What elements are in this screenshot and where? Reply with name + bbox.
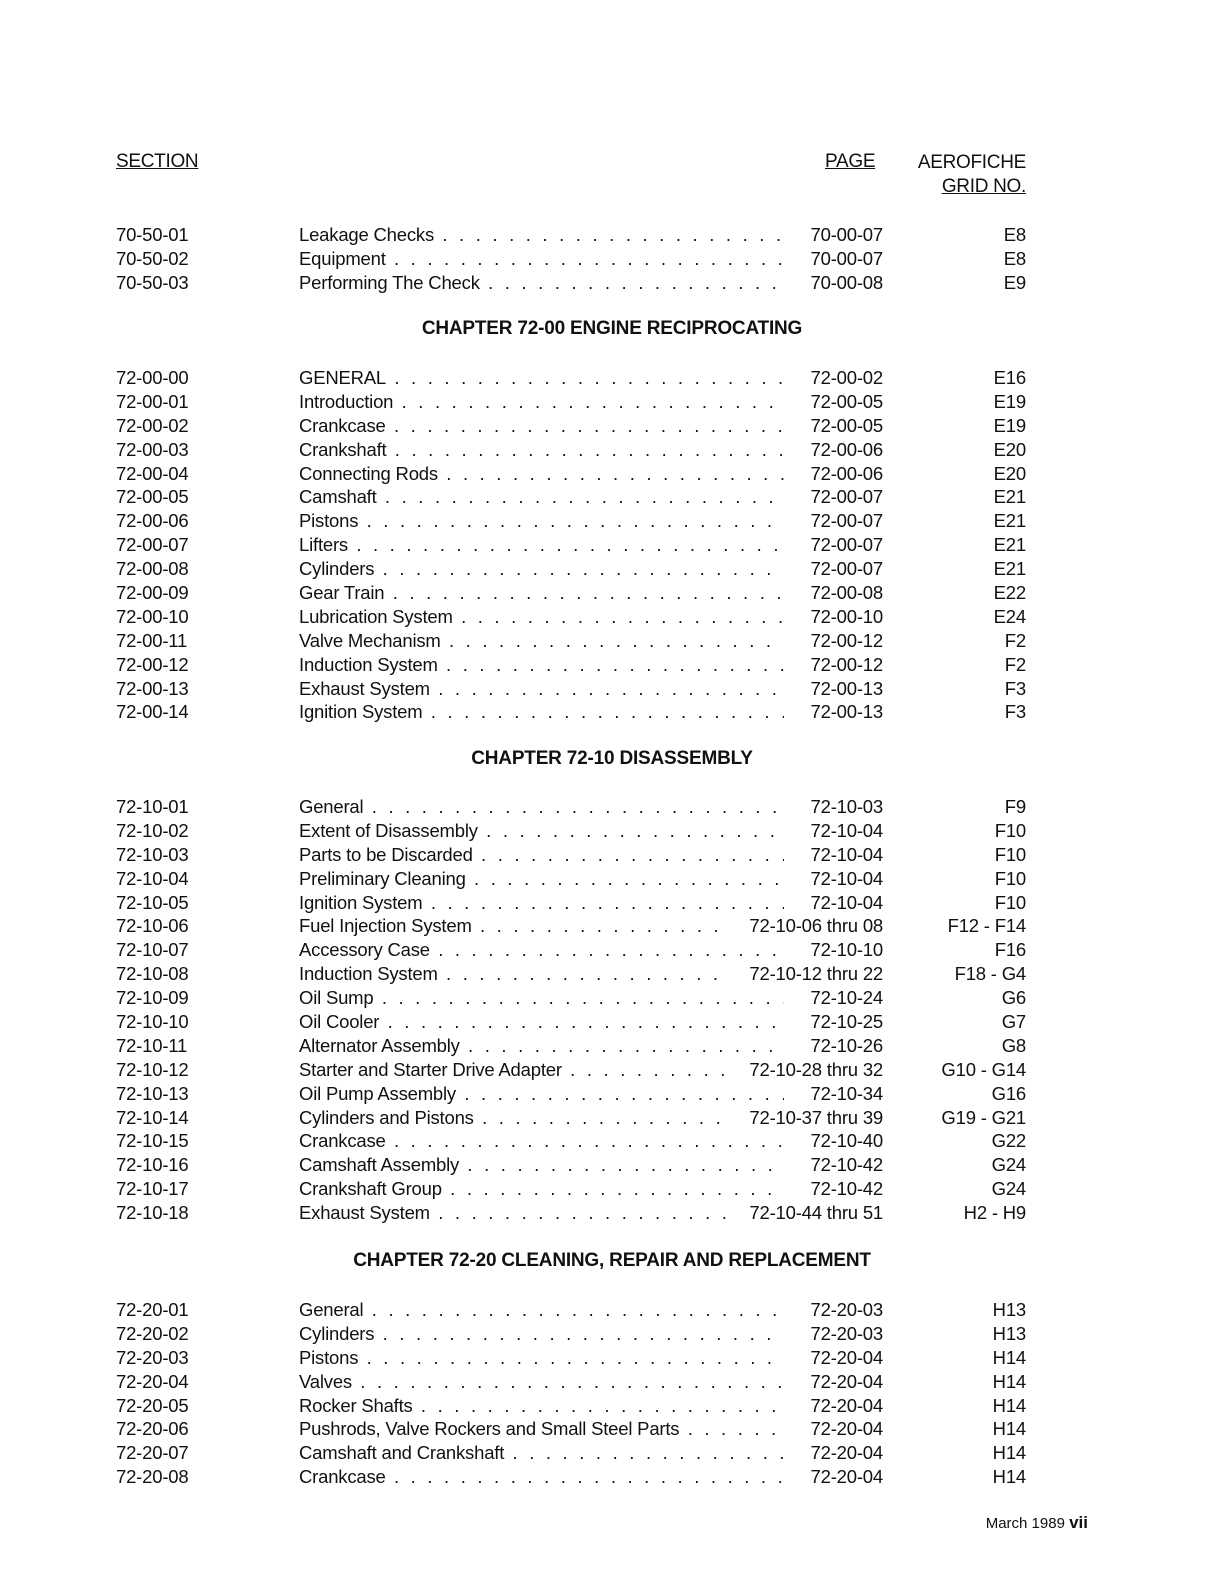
section-number: 72-00-11 xyxy=(116,629,188,651)
entry-title: Cylinders and Pistons . . . xyxy=(299,1106,729,1130)
aerofiche-label: AEROFICHE xyxy=(917,152,1026,173)
grid-number: E9 xyxy=(1003,271,1026,293)
grid-number: G7 xyxy=(1001,1011,1026,1033)
toc-entry xyxy=(0,223,1224,247)
entry-page: 70-00-07 xyxy=(810,224,883,245)
section-number: 72-20-08 xyxy=(116,1466,189,1488)
entry-title: Extent of Disassembly . . . xyxy=(299,819,784,843)
entry-title: Valve Mechanism . . . xyxy=(299,629,784,653)
section-number: 72-00-12 xyxy=(116,653,189,675)
toc-entry xyxy=(0,1394,1224,1418)
entry-page: 72-10-34 xyxy=(810,1082,883,1104)
entry-title: Crankcase . . . xyxy=(299,1465,784,1489)
toc-entry xyxy=(0,819,1224,843)
grid-number: H14 xyxy=(992,1346,1026,1368)
grid-number: H14 xyxy=(992,1442,1026,1464)
grid-number: F10 xyxy=(994,843,1026,865)
section-number: 72-20-02 xyxy=(116,1322,189,1344)
grid-number: H13 xyxy=(992,1322,1026,1344)
entry-title: Introduction . . . xyxy=(299,390,784,414)
entry-page: 72-10-04 xyxy=(810,819,883,841)
section-number: 72-10-04 xyxy=(116,867,189,889)
grid-number: H14 xyxy=(992,1418,1026,1440)
entry-title: General . . . xyxy=(299,795,784,819)
toc-entry xyxy=(0,438,1224,462)
section-number: 72-10-10 xyxy=(116,1011,189,1033)
grid-number: G24 xyxy=(991,1178,1026,1200)
entry-title: Valves . . . xyxy=(299,1370,784,1394)
grid-number: H14 xyxy=(992,1466,1026,1488)
grid-number: G19 - G21 xyxy=(941,1106,1026,1128)
entry-title: Ignition System . . . xyxy=(299,700,784,724)
grid-number: G24 xyxy=(991,1154,1026,1176)
toc-entry xyxy=(0,891,1224,915)
toc-entry xyxy=(0,390,1224,414)
entry-page: 72-00-06 xyxy=(810,462,883,484)
toc-entry xyxy=(0,938,1224,962)
entry-page: 72-10-26 xyxy=(810,1034,883,1056)
entry-page: 70-00-08 xyxy=(810,271,883,293)
entry-page: 72-20-03 xyxy=(810,1322,883,1344)
entry-title: Connecting Rods . . . xyxy=(299,462,784,486)
entry-page: 72-00-12 xyxy=(810,629,883,651)
entry-title: Crankcase . . . xyxy=(299,414,784,438)
section-number: 72-00-04 xyxy=(116,462,189,484)
section-number: 72-10-01 xyxy=(116,796,189,817)
entry-page: 72-00-13 xyxy=(810,701,883,723)
toc-entry xyxy=(0,557,1224,581)
entry-page: 70-00-07 xyxy=(810,247,883,269)
entry-title: Exhaust System . . . xyxy=(299,1201,729,1225)
toc-entry xyxy=(0,677,1224,701)
grid-number: G6 xyxy=(1001,987,1026,1009)
entry-title: Parts to be Discarded . . . xyxy=(299,843,784,867)
grid-number: G22 xyxy=(991,1130,1026,1152)
entry-page: 72-00-08 xyxy=(810,582,883,604)
toc-entry xyxy=(0,271,1224,295)
grid-number: F10 xyxy=(994,819,1026,841)
toc-entry xyxy=(0,1417,1224,1441)
entry-page: 72-10-42 xyxy=(810,1154,883,1176)
section-number: 72-10-12 xyxy=(116,1058,189,1080)
entry-title: Accessory Case . . . xyxy=(299,938,784,962)
toc-entry xyxy=(0,1465,1224,1489)
entry-title: Gear Train . . . xyxy=(299,581,784,605)
entry-title: Cylinders . . . xyxy=(299,557,784,581)
grid-number: F18 - G4 xyxy=(954,963,1026,985)
grid-number: E21 xyxy=(993,534,1026,556)
toc-entry xyxy=(0,414,1224,438)
entry-title: Pushrods, Valve Rockers and Small Steel Parts . . . xyxy=(299,1417,784,1441)
section-number: 70-50-01 xyxy=(116,224,189,245)
entry-page: 72-00-05 xyxy=(810,414,883,436)
section-number: 72-10-09 xyxy=(116,987,189,1009)
toc-entry xyxy=(0,366,1224,390)
entry-title: Alternator Assembly . . . xyxy=(299,1034,784,1058)
entry-page: 72-20-04 xyxy=(810,1466,883,1488)
section-number: 72-10-13 xyxy=(116,1082,189,1104)
section-number: 72-20-01 xyxy=(116,1299,189,1320)
entry-page: 72-10-28 thru 32 xyxy=(749,1058,883,1080)
grid-number: F10 xyxy=(994,867,1026,889)
section-number: 72-10-17 xyxy=(116,1178,189,1200)
entry-title: Crankshaft . . . xyxy=(299,438,784,462)
grid-number: F12 - F14 xyxy=(947,915,1026,937)
toc-entry xyxy=(0,986,1224,1010)
toc-entry xyxy=(0,1298,1224,1322)
entry-page: 72-00-13 xyxy=(810,677,883,699)
toc-entry xyxy=(0,914,1224,938)
aerofiche-column-header xyxy=(918,151,1026,199)
grid-number: H14 xyxy=(992,1394,1026,1416)
entry-page: 72-00-07 xyxy=(810,558,883,580)
entry-page: 72-00-12 xyxy=(810,653,883,675)
grid-number: H2 - H9 xyxy=(963,1202,1026,1224)
toc-entry xyxy=(0,1153,1224,1177)
section-number: 72-10-03 xyxy=(116,843,189,865)
section-number: 70-50-02 xyxy=(116,247,189,269)
toc-entry xyxy=(0,533,1224,557)
toc-entry xyxy=(0,1441,1224,1465)
grid-number: E16 xyxy=(993,367,1026,388)
toc-entry xyxy=(0,1058,1224,1082)
section-number: 70-50-03 xyxy=(116,271,189,293)
grid-number: H14 xyxy=(992,1370,1026,1392)
entry-page: 72-10-40 xyxy=(810,1130,883,1152)
section-number: 72-00-07 xyxy=(116,534,189,556)
entry-title: Performing The Check . . . xyxy=(299,271,784,295)
toc-entry xyxy=(0,629,1224,653)
section-number: 72-00-13 xyxy=(116,677,189,699)
entry-page: 72-10-04 xyxy=(810,867,883,889)
entry-page: 72-10-25 xyxy=(810,1011,883,1033)
toc-group-70-50 xyxy=(0,223,1224,295)
grid-number: G8 xyxy=(1001,1034,1026,1056)
section-number: 72-00-05 xyxy=(116,486,189,508)
section-number: 72-10-16 xyxy=(116,1154,189,1176)
entry-title: Pistons . . . xyxy=(299,509,784,533)
section-number: 72-10-08 xyxy=(116,963,189,985)
entry-title: Oil Sump . . . xyxy=(299,986,784,1010)
entry-title: Preliminary Cleaning . . . xyxy=(299,867,784,891)
entry-title: Starter and Starter Drive Adapter . . . xyxy=(299,1058,729,1082)
section-number: 72-10-02 xyxy=(116,819,189,841)
entry-page: 72-10-10 xyxy=(810,939,883,961)
section-number: 72-20-04 xyxy=(116,1370,189,1392)
grid-number: E21 xyxy=(993,510,1026,532)
grid-number: E21 xyxy=(993,558,1026,580)
toc-entry xyxy=(0,1201,1224,1225)
section-number: 72-10-06 xyxy=(116,915,189,937)
toc-entry xyxy=(0,1129,1224,1153)
grid-number: F2 xyxy=(1004,653,1026,675)
chapter-heading-72-20: CHAPTER 72-20 CLEANING, REPAIR AND REPLACEMENT xyxy=(353,1250,871,1271)
toc-group-72-00 xyxy=(0,366,1224,724)
toc-entry xyxy=(0,1370,1224,1394)
toc-entry xyxy=(0,247,1224,271)
section-number: 72-20-05 xyxy=(116,1394,189,1416)
footer-page-number: vii xyxy=(1069,1513,1088,1532)
grid-number: G16 xyxy=(991,1082,1026,1104)
entry-page: 72-00-10 xyxy=(810,605,883,627)
entry-title: Pistons . . . xyxy=(299,1346,784,1370)
toc-entry xyxy=(0,1177,1224,1201)
entry-page: 72-10-04 xyxy=(810,843,883,865)
entry-title: GENERAL . . . xyxy=(299,366,784,390)
toc-entry xyxy=(0,1106,1224,1130)
toc-entry xyxy=(0,1082,1224,1106)
toc-entry xyxy=(0,1010,1224,1034)
section-number: 72-10-07 xyxy=(116,939,189,961)
page-footer xyxy=(986,1513,1088,1533)
grid-number: E22 xyxy=(993,582,1026,604)
entry-page: 72-00-06 xyxy=(810,438,883,460)
section-number: 72-10-05 xyxy=(116,891,189,913)
entry-title: Lifters . . . xyxy=(299,533,784,557)
grid-number: E8 xyxy=(1003,224,1026,245)
toc-entry xyxy=(0,843,1224,867)
entry-page: 72-10-03 xyxy=(810,796,883,817)
toc-entry xyxy=(0,795,1224,819)
section-number: 72-00-02 xyxy=(116,414,189,436)
section-number: 72-20-06 xyxy=(116,1418,189,1440)
section-number: 72-00-08 xyxy=(116,558,189,580)
section-number: 72-00-14 xyxy=(116,701,189,723)
grid-number: F9 xyxy=(1004,796,1026,817)
grid-number: F16 xyxy=(994,939,1026,961)
toc-entry xyxy=(0,653,1224,677)
entry-page: 72-00-07 xyxy=(810,510,883,532)
section-number: 72-10-14 xyxy=(116,1106,189,1128)
entry-title: Crankcase . . . xyxy=(299,1129,784,1153)
section-number: 72-20-03 xyxy=(116,1346,189,1368)
toc-entry xyxy=(0,700,1224,724)
entry-page: 72-20-04 xyxy=(810,1346,883,1368)
entry-title: Lubrication System . . . xyxy=(299,605,784,629)
section-number: 72-00-10 xyxy=(116,605,189,627)
entry-page: 72-10-04 xyxy=(810,891,883,913)
entry-title: Rocker Shafts . . . xyxy=(299,1394,784,1418)
entry-title: Exhaust System . . . xyxy=(299,677,784,701)
entry-page: 72-10-42 xyxy=(810,1178,883,1200)
toc-entry xyxy=(0,485,1224,509)
entry-page: 72-20-04 xyxy=(810,1418,883,1440)
entry-title: Ignition System . . . xyxy=(299,891,784,915)
page-column-header: PAGE xyxy=(825,151,876,172)
grid-number: F3 xyxy=(1004,701,1026,723)
entry-page: 72-10-24 xyxy=(810,987,883,1009)
section-number: 72-00-03 xyxy=(116,438,189,460)
entry-page: 72-20-03 xyxy=(810,1299,883,1320)
grid-number: F2 xyxy=(1004,629,1026,651)
entry-title: Equipment . . . xyxy=(299,247,784,271)
footer-date: March 1989 xyxy=(985,1515,1065,1532)
entry-title: Camshaft Assembly . . . xyxy=(299,1153,784,1177)
toc-group-72-20 xyxy=(0,1298,1224,1489)
entry-page: 72-00-05 xyxy=(810,390,883,412)
toc-entry xyxy=(0,1322,1224,1346)
entry-title: Crankshaft Group . . . xyxy=(299,1177,784,1201)
section-number: 72-00-00 xyxy=(116,367,189,388)
entry-page: 72-20-04 xyxy=(810,1370,883,1392)
toc-entry xyxy=(0,462,1224,486)
toc-entry xyxy=(0,1034,1224,1058)
entry-page: 72-00-07 xyxy=(810,486,883,508)
section-number: 72-00-01 xyxy=(116,390,189,412)
section-number: 72-10-11 xyxy=(116,1034,188,1056)
grid-number: G10 - G14 xyxy=(941,1058,1026,1080)
grid-number: H13 xyxy=(992,1299,1026,1320)
entry-page: 72-10-44 thru 51 xyxy=(749,1202,883,1224)
entry-title: Camshaft and Crankshaft . . . xyxy=(299,1441,784,1465)
entry-page: 72-10-12 thru 22 xyxy=(749,963,883,985)
entry-title: General . . . xyxy=(299,1298,784,1322)
entry-title: Induction System . . . xyxy=(299,962,729,986)
chapter-heading-72-10: CHAPTER 72-10 DISASSEMBLY xyxy=(471,748,753,769)
section-number: 72-00-09 xyxy=(116,582,189,604)
toc-entry xyxy=(0,867,1224,891)
entry-title: Leakage Checks . . . xyxy=(299,223,784,247)
entry-title: Induction System . . . xyxy=(299,653,784,677)
toc-entry xyxy=(0,509,1224,533)
grid-number: E24 xyxy=(993,605,1026,627)
entry-page: 72-10-37 thru 39 xyxy=(749,1106,883,1128)
grid-number: F10 xyxy=(994,891,1026,913)
grid-no-label: GRID NO. xyxy=(941,176,1026,197)
entry-title: Camshaft . . . xyxy=(299,485,784,509)
entry-page: 72-10-06 thru 08 xyxy=(749,915,883,937)
grid-number: E20 xyxy=(993,438,1026,460)
entry-page: 72-00-07 xyxy=(810,534,883,556)
grid-number: E19 xyxy=(993,390,1026,412)
entry-title: Oil Cooler . . . xyxy=(299,1010,784,1034)
entry-page: 72-20-04 xyxy=(810,1394,883,1416)
entry-page: 72-20-04 xyxy=(810,1442,883,1464)
section-number: 72-20-07 xyxy=(116,1442,189,1464)
grid-number: E21 xyxy=(993,486,1026,508)
toc-entry xyxy=(0,1346,1224,1370)
section-number: 72-10-15 xyxy=(116,1130,189,1152)
entry-page: 72-00-02 xyxy=(810,367,883,388)
toc-entry xyxy=(0,962,1224,986)
entry-title: Oil Pump Assembly . . . xyxy=(299,1082,784,1106)
grid-number: E8 xyxy=(1003,247,1026,269)
entry-title: Fuel Injection System . . . xyxy=(299,914,729,938)
toc-entry xyxy=(0,581,1224,605)
section-number: 72-00-06 xyxy=(116,510,189,532)
grid-number: E20 xyxy=(993,462,1026,484)
section-number: 72-10-18 xyxy=(116,1202,189,1224)
section-column-header: SECTION xyxy=(116,151,199,172)
grid-number: E19 xyxy=(993,414,1026,436)
toc-entry xyxy=(0,605,1224,629)
toc-group-72-10 xyxy=(0,795,1224,1225)
chapter-heading-72-00: CHAPTER 72-00 ENGINE RECIPROCATING xyxy=(421,318,803,339)
entry-title: Cylinders . . . xyxy=(299,1322,784,1346)
grid-number: F3 xyxy=(1004,677,1026,699)
